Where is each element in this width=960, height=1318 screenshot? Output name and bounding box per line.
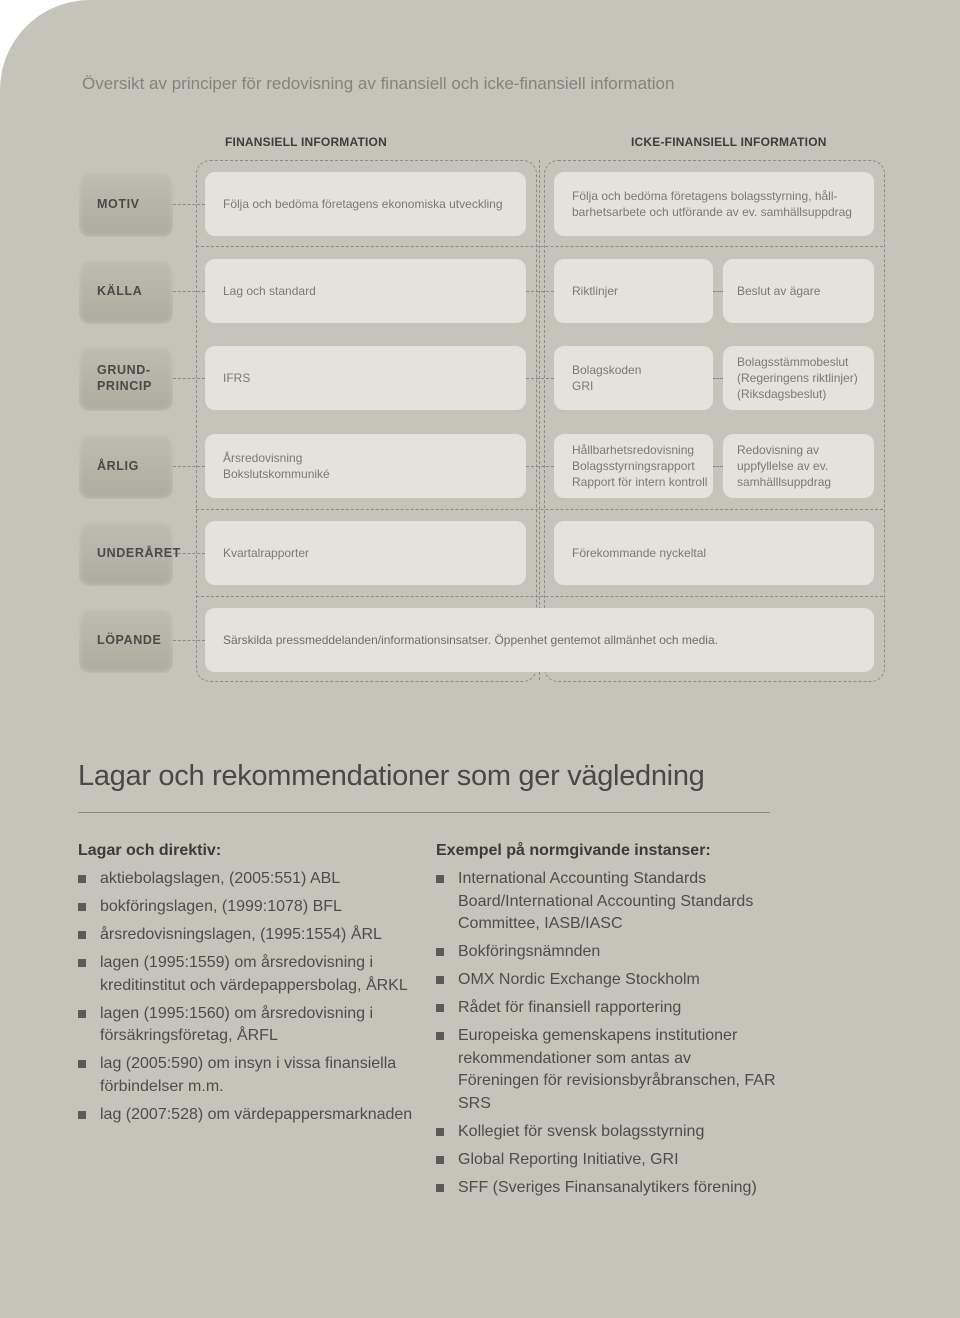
cell-text: Lag och standard [223,284,316,298]
cell-text: Följa och bedöma företagens bolagsstyrning, håll- [572,189,838,203]
cell-text: (Riksdagsbeslut) [737,387,827,401]
row-label-text: ÅRET [144,546,181,560]
motiv-non-financial-cell [554,172,874,236]
list-item: Kollegiet för svensk bolagsstyrning [436,1121,776,1144]
cell-text: Riktlinjer [572,284,619,298]
list-item: lagen (1995:1560) om årsredovisning i försäkringsföretag, ÅRFL [78,1003,418,1048]
cell-text: Bolagsstyrningsrapport [572,459,695,473]
connector [713,291,723,292]
under-aret-financial-cell [205,521,526,585]
cell-text: Årsredovisning [223,451,303,465]
cell-text: Följa och bedöma företagens ekonomiska utveckling [223,197,503,211]
arlig-financial-cell [205,434,526,498]
list-item: International Accounting Standards Board/International Accounting Standards Committee, IASB/IASC [436,868,776,936]
non-financial-column-outline [544,160,885,682]
row-label-under-aret [79,521,181,585]
connector [713,466,723,467]
cell-text: IFRS [223,371,251,385]
cell-text: Särskilda pressmeddelanden/informationsinsatser. Öppenhet gentemot allmänhet och media. [223,633,718,647]
laws-list [78,868,418,1132]
cell-text: GRI [572,379,594,393]
kalla-financial-cell [205,259,526,323]
list-item: lagen (1995:1559) om årsredovisning i kreditinstitut och värdepappersbolag, ÅRKL [78,952,418,997]
kalla-guidelines-cell [554,259,713,323]
bodies-list [436,868,776,1205]
bodies-heading: Exempel på normgivande instanser: [436,842,711,859]
list-item: Global Reporting Initiative, GRI [436,1149,776,1172]
under-aret-non-financial-cell [554,521,874,585]
connector [173,466,205,467]
cell-text: Redovisning av [737,443,820,457]
row-label-motiv [79,172,173,236]
column-divider [539,160,540,680]
list-item: lag (2007:528) om värdepappersmarknaden [78,1104,418,1127]
list-item: lag (2005:590) om insyn i vissa finansiella förbindelser m.m. [78,1053,418,1098]
laws-heading: Lagar och direktiv: [78,842,222,859]
connector [173,378,205,379]
cell-text: Bolagsstämmobeslut [737,355,849,369]
connector [713,378,723,379]
cell-text: (Regeringens riktlinjer) [737,371,858,385]
connector [173,204,205,205]
connector [173,291,205,292]
list-item: SFF (Sveriges Finansanalytikers förening) [436,1177,776,1200]
list-item: Rådet för finansiell rapportering [436,997,776,1020]
list-item: aktiebolagslagen, (2005:551) ABL [78,868,418,891]
list-item: OMX Nordic Exchange Stockholm [436,969,776,992]
connector [526,378,554,379]
row-label-text: LÖPANDE [97,633,162,647]
cell-text: Kvartalrapporter [223,546,310,560]
cell-text: Beslut av ägare [737,284,821,298]
row-label-grundprincip [79,346,173,410]
cell-text: Rapport för intern kontroll [572,475,708,489]
cell-text: Förekommande nyckeltal [572,546,707,560]
list-item: bokföringslagen, (1999:1078) BFL [78,896,418,919]
row-label-text: PRINCIP [97,379,152,393]
kalla-owners-cell [723,259,874,323]
arlig-owners-cell [723,434,874,498]
grundprincip-owners-cell [723,346,874,410]
cell-text: barhetsarbete och utförande av ev. samhällsuppdrag [572,205,852,219]
row-label-text: KÄLLA [97,284,143,298]
list-item: årsredovisningslagen, (1995:1554) ÅRL [78,924,418,947]
arlig-guidelines-cell [554,434,713,498]
column-header-financial: FINANSIELL INFORMATION [225,135,387,149]
grundprincip-financial-cell [205,346,526,410]
financial-column-outline [196,160,537,682]
row-label-text: GRUND- [97,363,151,377]
section-title: Lagar och rekommendationer som ger vägledning [78,760,705,792]
row-label-text: MOTIV [97,197,140,211]
list-item: Bokföringsnämnden [436,941,776,964]
section-rule [78,812,770,813]
column-header-non-financial: ICKE-FINANSIELL INFORMATION [631,135,827,149]
connector [526,466,554,467]
connector [173,640,205,641]
cell-text: Bolagskoden [572,363,642,377]
cell-text: Hållbarhetsredovisning [572,443,695,457]
row-label-lopande [79,608,173,672]
cell-text: samhälllsuppdrag [737,475,832,489]
row-label-arlig [79,434,173,498]
connector [526,291,554,292]
lopande-cell [205,608,874,672]
grundprincip-guidelines-cell [554,346,713,410]
list-item: Europeiska gemenskapens institutioner rekommendationer som antas av Föreningen för revisionsbyråbranschen, FAR SRS [436,1025,776,1115]
row-label-kalla [79,259,173,323]
cell-text: uppfyllelse av ev. [737,459,829,473]
motiv-financial-cell [205,172,526,236]
cell-text: Bokslutskommuniké [223,467,330,481]
row-label-text: ÅRLIG [97,459,139,473]
row-label-text: UNDER [97,546,145,560]
page-title: Översikt av principer för redovisning av finansiell och icke-finansiell information [82,74,675,93]
